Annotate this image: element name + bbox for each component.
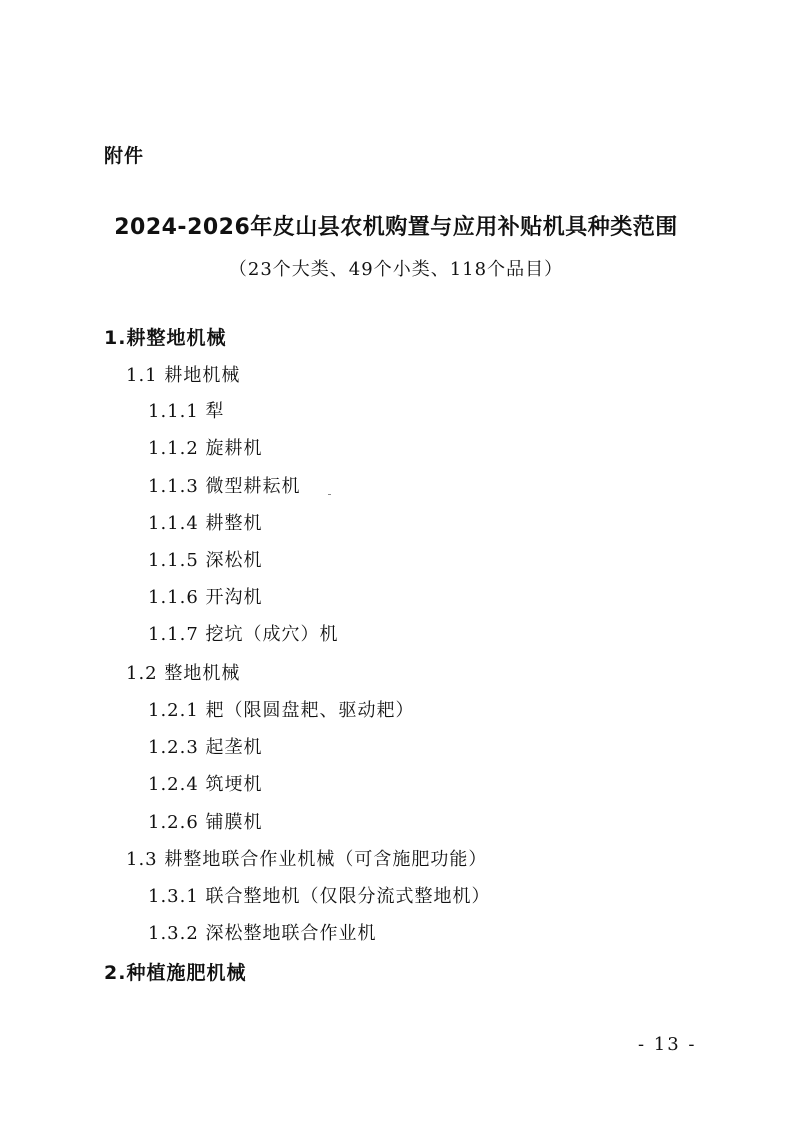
category-heading: 1.耕整地机械 bbox=[104, 327, 227, 349]
document-subtitle: （23个大类、49个小类、118个品目） bbox=[228, 259, 564, 280]
subcategory-item: 1.2 整地机械 bbox=[126, 663, 241, 684]
item-entry: 1.1.1 犁 bbox=[148, 401, 225, 422]
item-entry: 1.2.6 铺膜机 bbox=[148, 812, 263, 833]
item-entry: 1.1.7 挖坑（成穴）机 bbox=[148, 624, 339, 645]
item-entry: 1.3.2 深松整地联合作业机 bbox=[148, 923, 377, 944]
category-heading: 2.种植施肥机械 bbox=[104, 962, 247, 984]
item-entry: 1.1.2 旋耕机 bbox=[148, 438, 263, 459]
item-entry: 1.2.4 筑埂机 bbox=[148, 774, 263, 795]
subcategory-item: 1.3 耕整地联合作业机械（可含施肥功能） bbox=[126, 849, 488, 870]
page-number: - 13 - bbox=[638, 1034, 697, 1055]
item-entry: 1.2.3 起垄机 bbox=[148, 737, 263, 758]
item-entry: 1.3.1 联合整地机（仅限分流式整地机） bbox=[148, 886, 491, 907]
item-entry: 1.1.4 耕整机 bbox=[148, 513, 263, 534]
document-title: 2024-2026年皮山县农机购置与应用补贴机具种类范围 bbox=[114, 215, 678, 240]
attachment-label: 附件 bbox=[104, 145, 145, 167]
subcategory-item: 1.1 耕地机械 bbox=[126, 365, 241, 386]
item-entry: 1.1.5 深松机 bbox=[148, 550, 263, 571]
item-entry: 1.2.1 耙（限圆盘耙、驱动耙） bbox=[148, 700, 415, 721]
item-entry: 1.1.6 开沟机 bbox=[148, 587, 263, 608]
scan-speck bbox=[328, 494, 331, 495]
item-entry: 1.1.3 微型耕耘机 bbox=[148, 476, 301, 497]
